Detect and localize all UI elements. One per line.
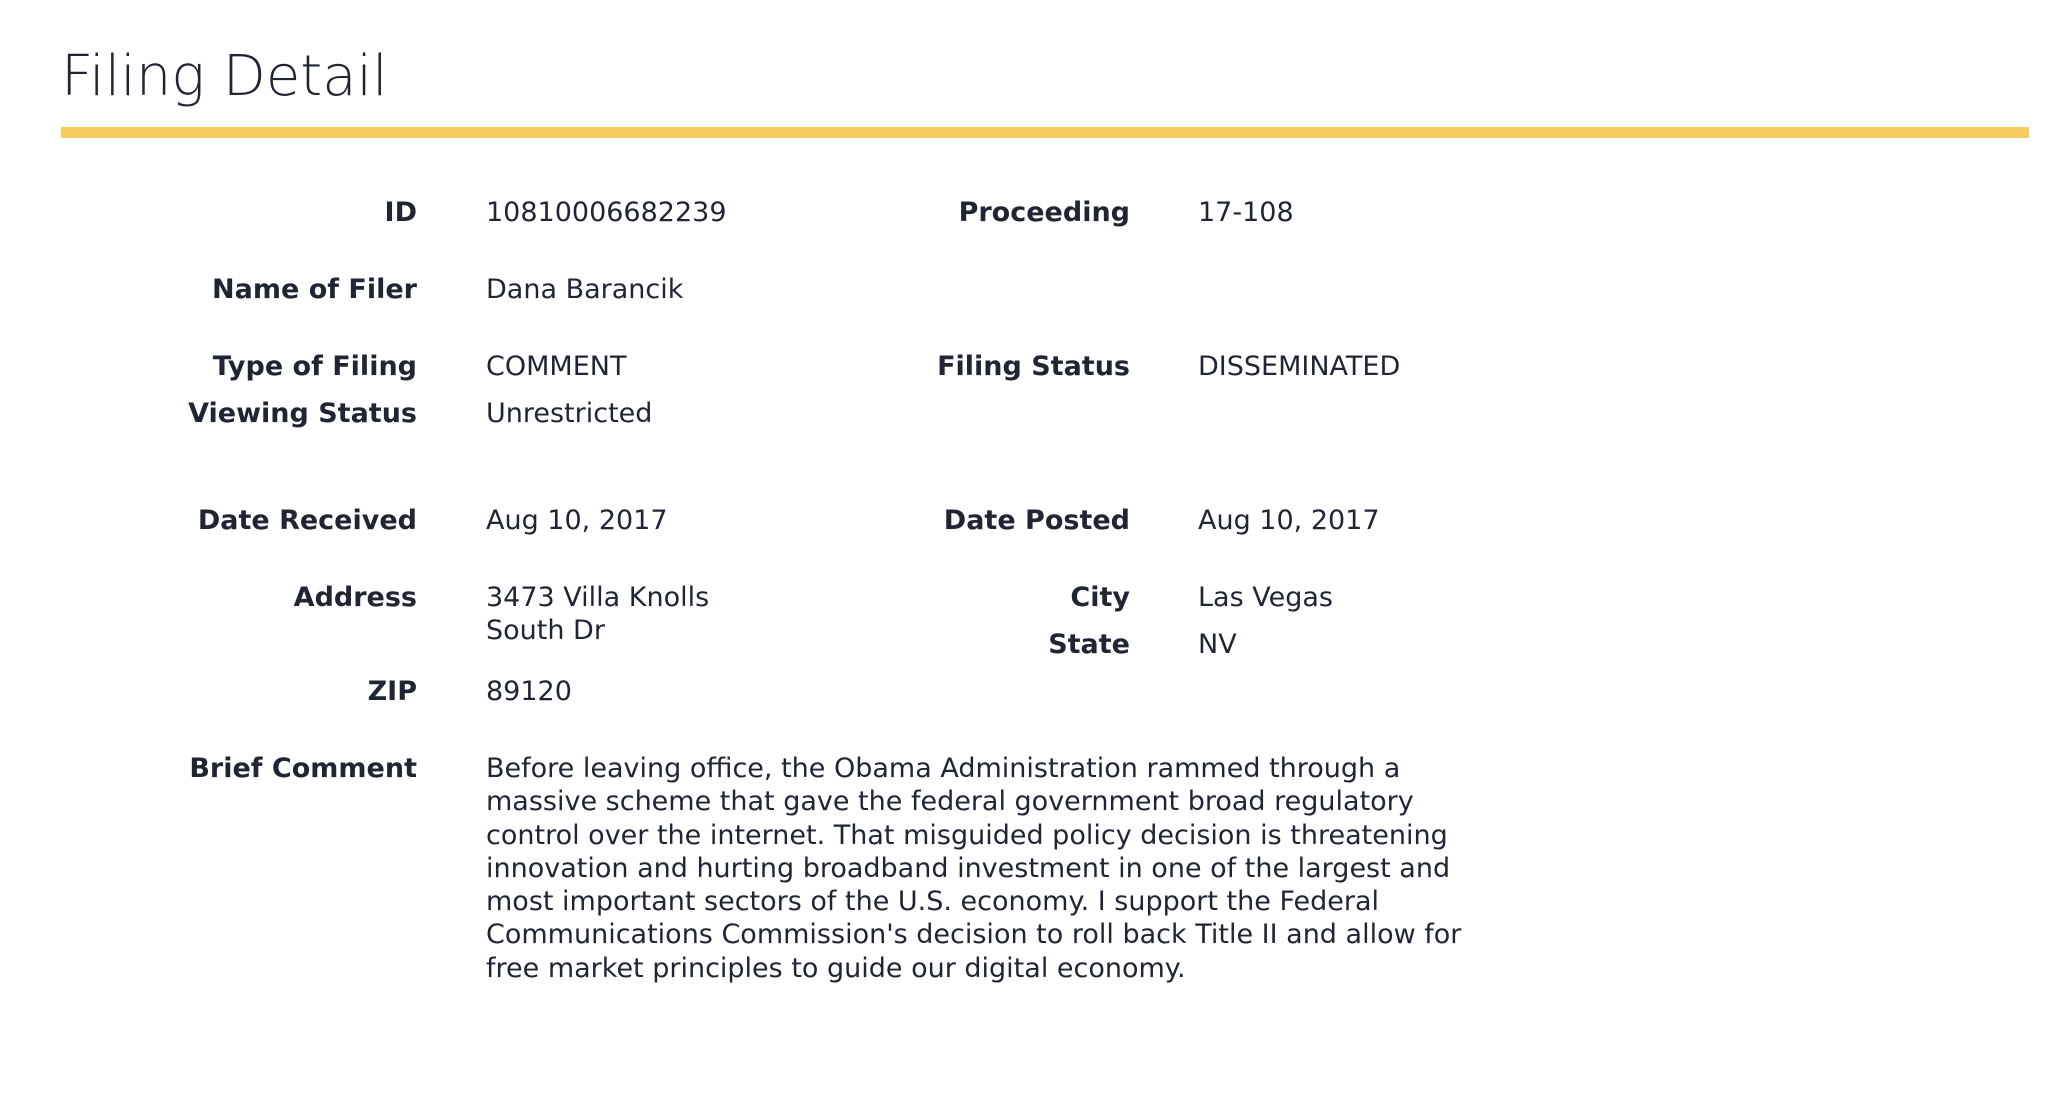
id-label: ID: [384, 197, 417, 228]
state-label: State: [1048, 629, 1130, 660]
title-divider: [61, 127, 2029, 138]
filing-status-value: DISSEMINATED: [1198, 351, 1401, 382]
brief-comment-label: Brief Comment: [189, 753, 417, 784]
brief-comment-value: Before leaving office, the Obama Administration rammed through a massive scheme that gave the federal government broad regulatory control over the internet. That misguided policy decision is threatening innovation and hurting broadband investment in one of the largest and most important sectors of the U.S. economy. I support the Federal Communications Commission's decision to roll back Title II and allow for free market principles to guide our digital economy.: [486, 753, 1462, 984]
name-of-filer-label: Name of Filer: [212, 274, 417, 305]
proceeding-value[interactable]: 17-108: [1198, 197, 1294, 228]
type-of-filing-label: Type of Filing: [212, 351, 417, 382]
city-value: Las Vegas: [1198, 582, 1333, 613]
date-posted-value: Aug 10, 2017: [1198, 505, 1380, 536]
type-of-filing-value: COMMENT: [486, 351, 627, 382]
date-received-value: Aug 10, 2017: [486, 505, 668, 536]
date-received-label: Date Received: [197, 505, 417, 536]
zip-label: ZIP: [367, 676, 417, 707]
address-label: Address: [293, 582, 417, 613]
proceeding-label: Proceeding: [958, 197, 1130, 228]
state-value: NV: [1198, 629, 1237, 660]
id-value: 10810006682239: [486, 197, 727, 228]
page-title: Filing Detail: [61, 44, 388, 109]
address-line2: South Dr: [486, 615, 605, 646]
viewing-status-label: Viewing Status: [188, 398, 417, 429]
viewing-status-value: Unrestricted: [486, 398, 653, 429]
address-line1: 3473 Villa Knolls: [486, 582, 710, 613]
filing-status-label: Filing Status: [937, 351, 1130, 382]
date-posted-label: Date Posted: [943, 505, 1130, 536]
zip-value: 89120: [486, 676, 572, 707]
name-of-filer-value: Dana Barancik: [486, 274, 684, 305]
city-label: City: [1070, 582, 1130, 613]
